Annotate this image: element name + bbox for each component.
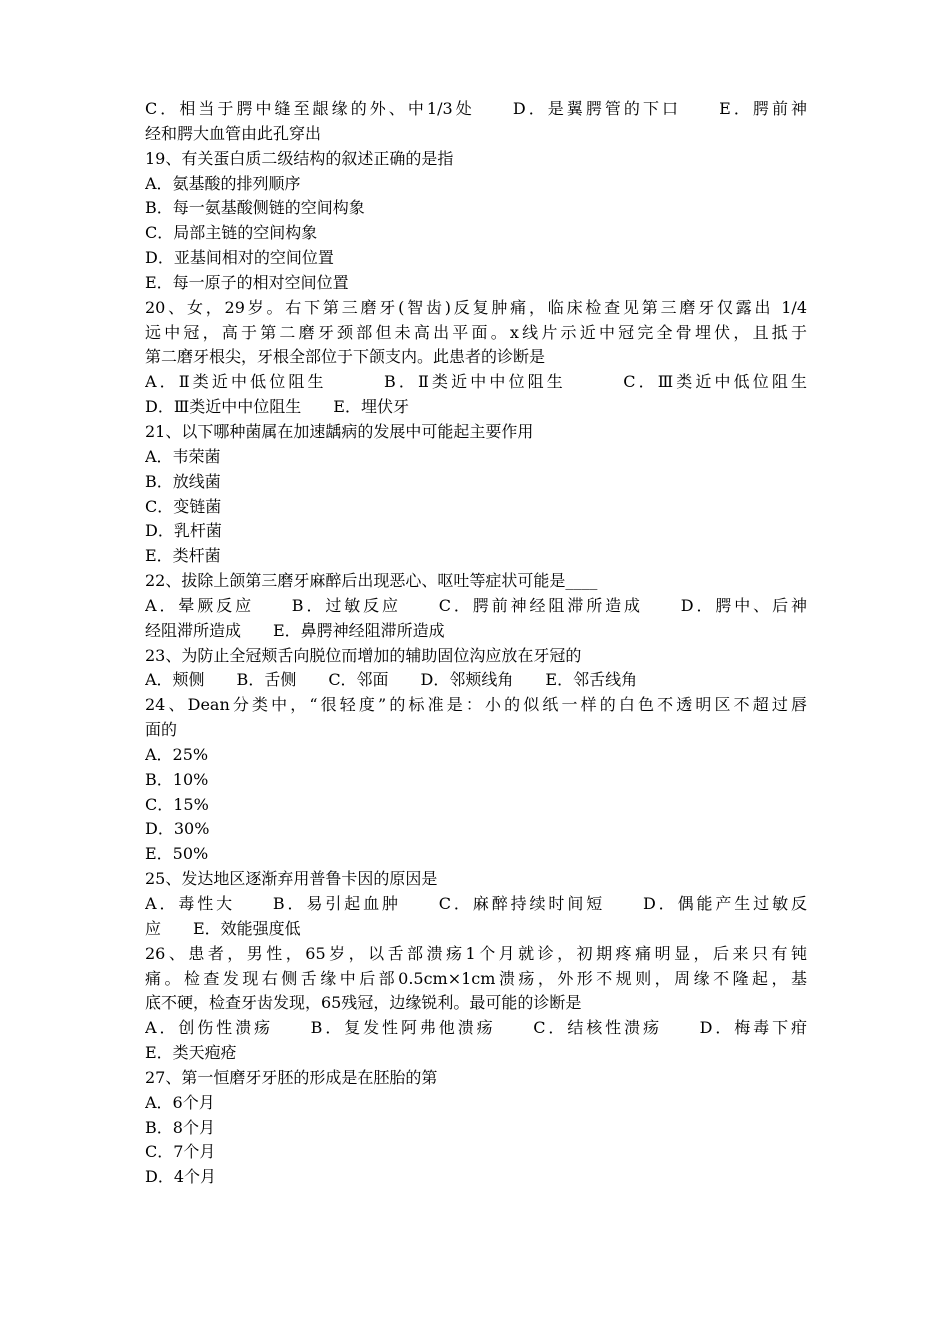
text-line: A．创伤性溃疡 B．复发性阿弗他溃疡 C．结核性溃疡 D．梅毒下疳 (145, 1018, 807, 1038)
text-line: A．韦荣菌 (145, 446, 221, 466)
text-line: 19、有关蛋白质二级结构的叙述正确的是指 (145, 148, 454, 168)
text-line: D．30% (145, 819, 210, 839)
text-line: E．类天疱疮 (145, 1043, 237, 1063)
text-line: A．Ⅱ类近中低位阻生 B．Ⅱ类近中中位阻生 C．Ⅲ类近中低位阻生 (145, 372, 807, 392)
text-line: 经和腭大血管由此孔穿出 (145, 123, 322, 143)
text-line: 底不硬，检查牙齿发现，65残冠，边缘锐利。最可能的诊断是 (145, 993, 582, 1013)
text-line: C．变链菌 (145, 496, 222, 516)
text-line: 23、为防止全冠颊舌向脱位而增加的辅助固位沟应放在牙冠的 (145, 645, 582, 665)
text-line: 痛。检查发现右侧舌缘中后部0.5cm×1cm溃疡，外形不规则，周缘不隆起，基 (145, 968, 807, 988)
text-line: 远中冠，高于第二磨牙颈部但未高出平面。x线片示近中冠完全骨埋伏，且抵于 (145, 322, 807, 342)
text-line: A．6个月 (145, 1092, 215, 1112)
text-line: 22、拔除上颌第三磨牙麻醉后出现恶心、呕吐等症状可能是____ (145, 571, 598, 591)
text-line: 20、女，29岁。右下第三磨牙(智齿)反复肿痛，临床检查见第三磨牙仅露出 1/4 (145, 297, 807, 317)
text-line: A．晕厥反应 B．过敏反应 C．腭前神经阻滞所造成 D．腭中、后神 (145, 595, 807, 615)
text-line: A．毒性大 B．易引起血肿 C．麻醉持续时间短 D．偶能产生过敏反 (145, 894, 807, 913)
text-line: B．10% (145, 769, 209, 789)
text-line: E．50% (145, 844, 209, 864)
text-line: A．25% (145, 744, 209, 764)
text-line: D．4个月 (145, 1167, 217, 1187)
text-line: B．8个月 (145, 1117, 215, 1137)
text-line: 26、患者，男性，65岁，以舌部溃疡1个月就诊，初期疼痛明显，后来只有钝 (145, 943, 807, 963)
text-line: 27、第一恒磨牙牙胚的形成是在胚胎的第 (145, 1067, 438, 1087)
text-line: 第二磨牙根尖，牙根全部位于下颌支内。此患者的诊断是 (145, 347, 546, 367)
text-line: E．类杆菌 (145, 546, 221, 566)
text-line: 经阻滞所造成 E．鼻腭神经阻滞所造成 (145, 620, 445, 640)
text-line: D．乳杆菌 (145, 521, 222, 541)
text-line: A．颊侧 B．舌侧 C．邻面 D．邻颊线角 E．邻舌线角 (145, 670, 638, 690)
text-line: B．每一氨基酸侧链的空间构象 (145, 198, 365, 218)
text-line: 应 E．效能强度低 (145, 918, 301, 938)
text-line: C．局部主链的空间构象 (145, 223, 318, 243)
text-line: C．15% (145, 794, 209, 814)
text-line: E．每一原子的相对空间位置 (145, 272, 349, 292)
text-line: 25、发达地区逐渐弃用普鲁卡因的原因是 (145, 869, 438, 889)
text-line: D．亚基间相对的空间位置 (145, 248, 334, 268)
text-line: 21、以下哪种菌属在加速龋病的发展中可能起主要作用 (145, 421, 534, 441)
text-line: C．7个月 (145, 1142, 216, 1162)
text-line: B．放线菌 (145, 471, 221, 491)
text-line: 面的 (145, 720, 178, 740)
text-line: C．相当于腭中缝至龈缘的外、中1/3处 D．是翼腭管的下口 E．腭前神 (145, 99, 807, 118)
text-line: A．氨基酸的排列顺序 (145, 173, 301, 193)
text-line: 24、Dean分类中，“很轻度”的标准是：小的似纸一样的白色不透明区不超过唇 (145, 695, 807, 715)
text-line: D．Ⅲ类近中中位阻生 E．埋伏牙 (145, 397, 409, 417)
